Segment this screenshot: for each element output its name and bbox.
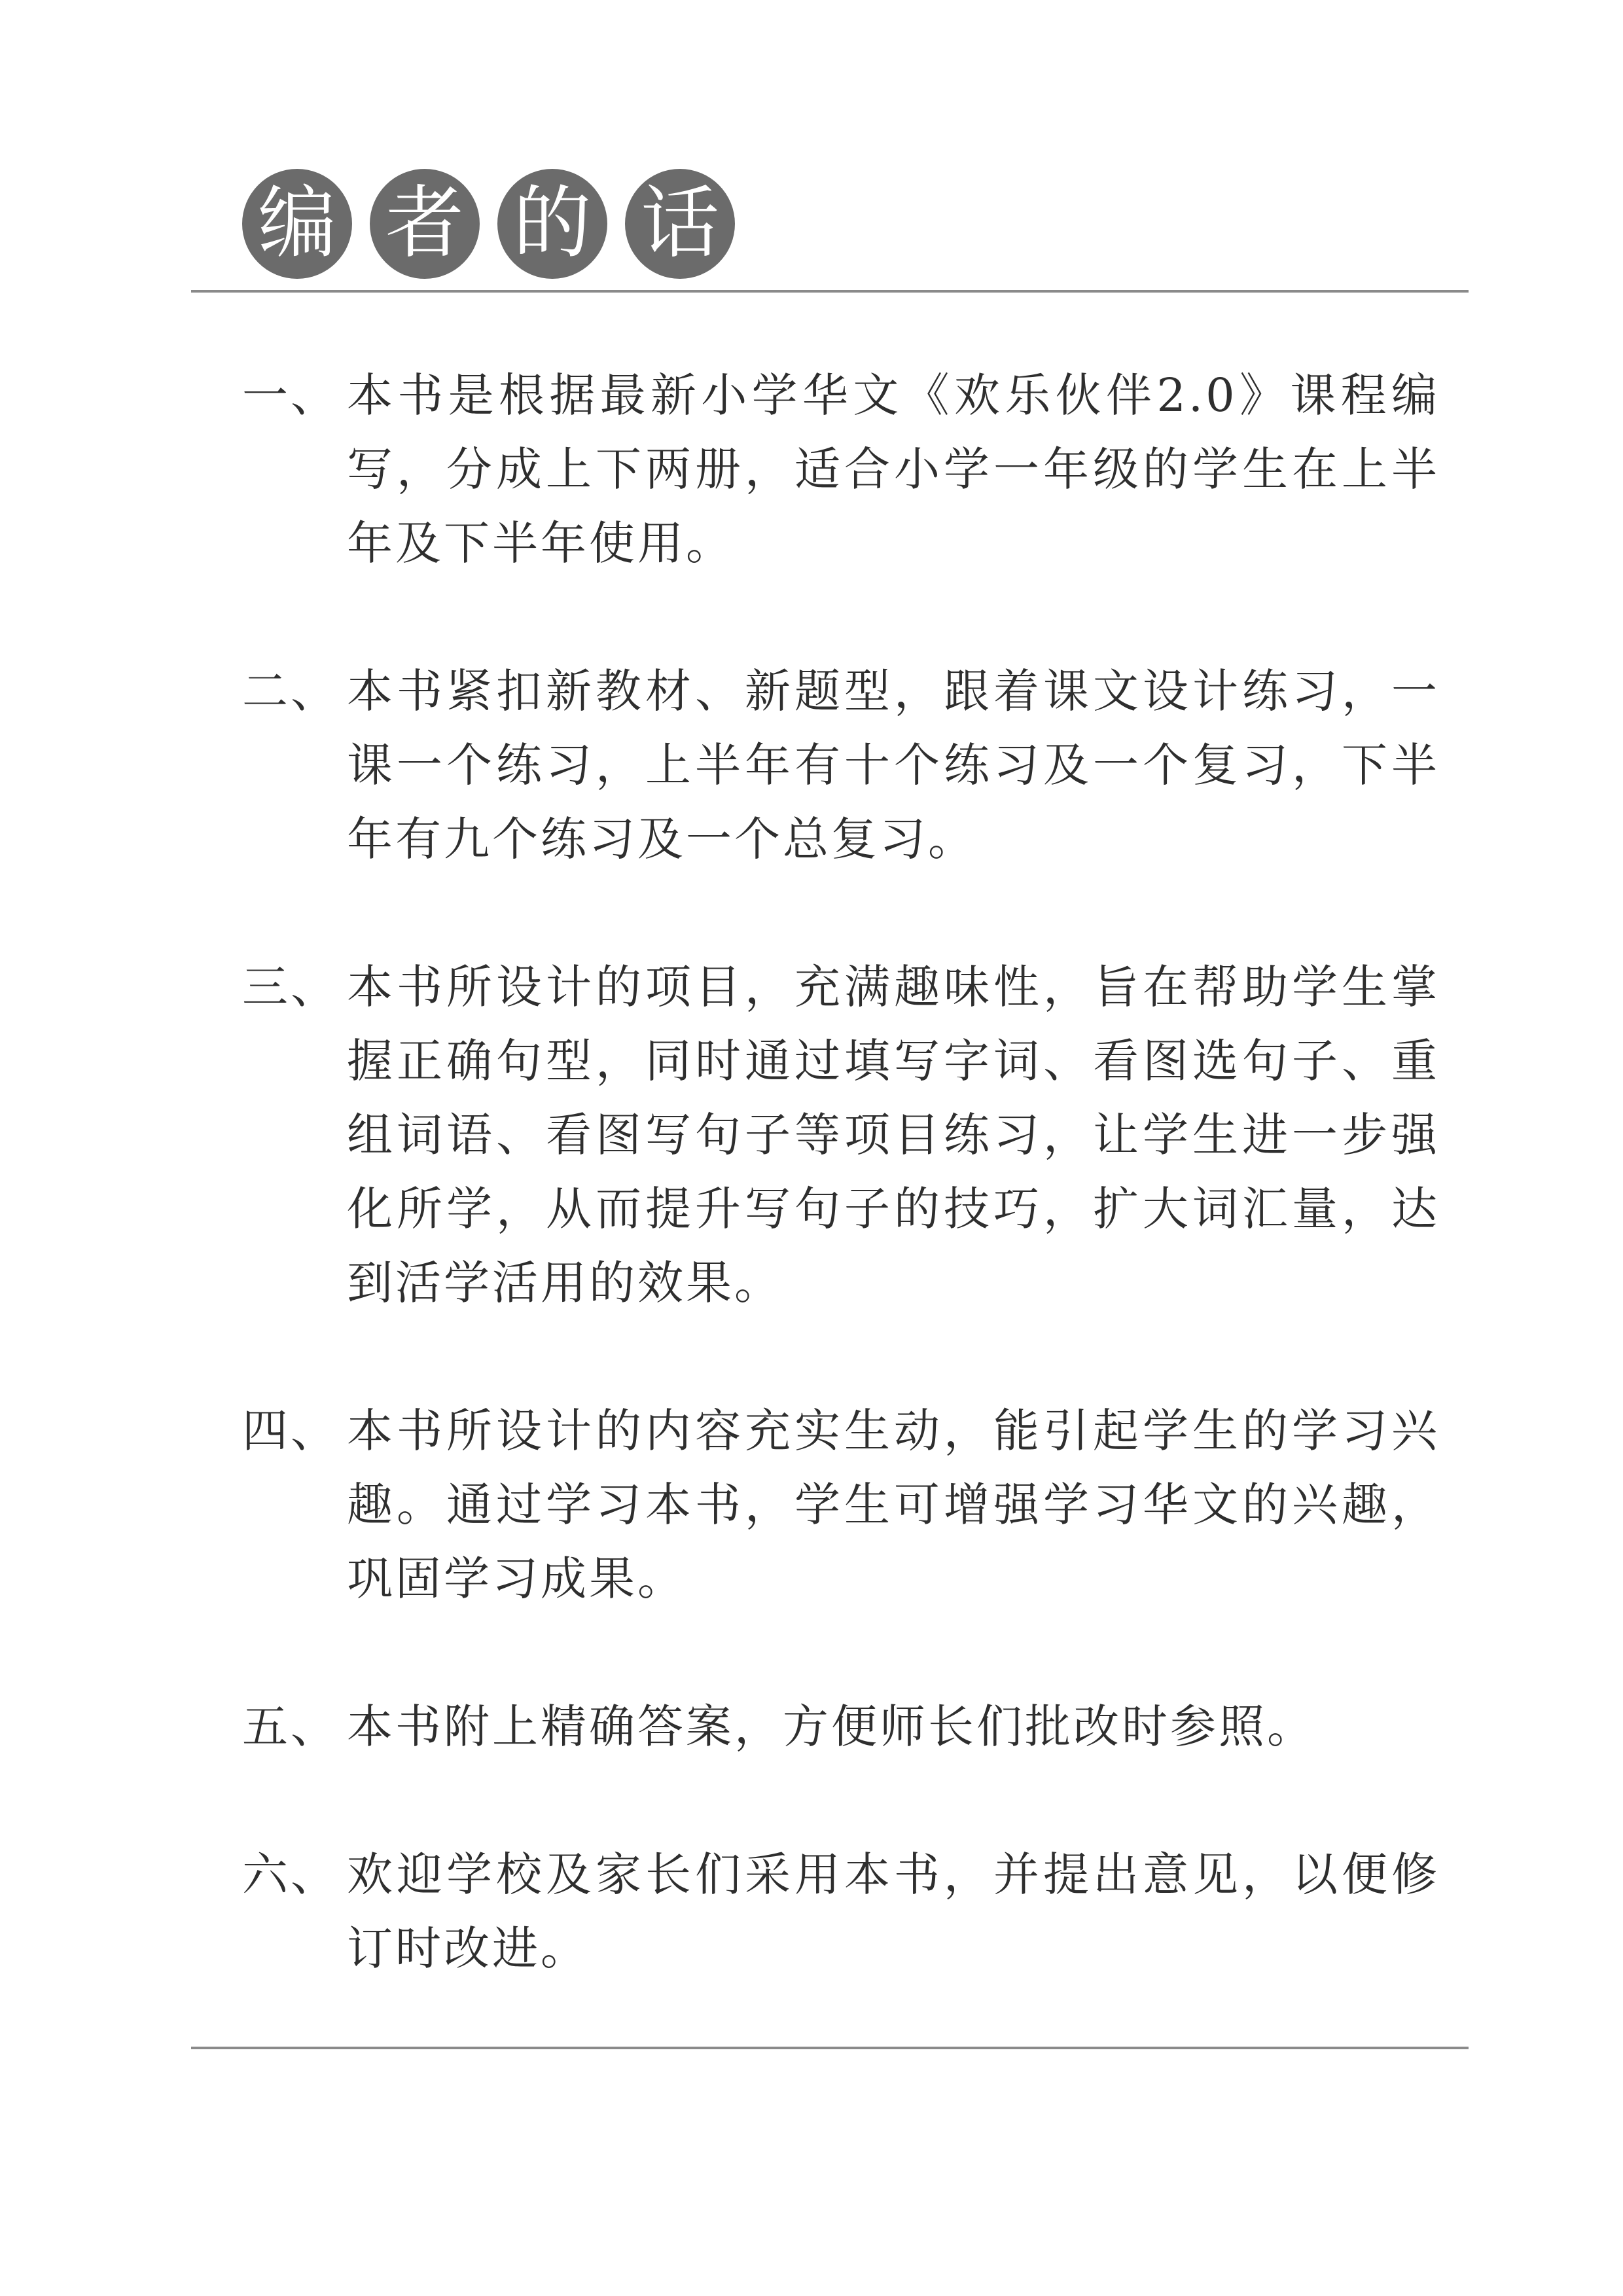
preface-item [242,1394,1440,1616]
item-text: 本书是根据最新小学华文《欢乐伙伴2.0》课程编写，分成上下两册，适合小学一年级的学生在上半年及下半年使用。 [347,368,1440,570]
item-number: 六、 [242,1848,339,1901]
title-char-circle: 的 [497,169,607,279]
item-number: 五、 [242,1700,339,1753]
preface-item [242,950,1440,1320]
item-number: 四、 [242,1404,339,1458]
item-text: 本书附上精确答案，方便师长们批改时参照。 [347,1700,1315,1753]
item-number: 三、 [242,960,339,1014]
preface-list [242,359,1440,1986]
item-number: 一、 [242,368,339,422]
preface-item [242,1690,1440,1764]
preface-item [242,1838,1440,1986]
preface-item [242,655,1440,876]
page-title [242,169,735,279]
item-text: 欢迎学校及家长们采用本书，并提出意见，以便修订时改进。 [347,1848,1440,1975]
item-text: 本书所设计的项目，充满趣味性，旨在帮助学生掌握正确句型，同时通过填写字词、看图选句子、重组词语、看图写句子等项目练习，让学生进一步强化所学，从而提升写句子的技巧，扩大词汇量，达到活学活用的效果。 [347,960,1440,1310]
preface-item [242,359,1440,581]
bottom-divider [191,2047,1469,2049]
title-char-circle: 者 [370,169,480,279]
item-text: 本书紧扣新教材、新题型，跟着课文设计练习，一课一个练习，上半年有十个练习及一个复习，下半年有九个练习及一个总复习。 [347,664,1440,866]
item-number: 二、 [242,664,339,718]
item-text: 本书所设计的内容充实生动，能引起学生的学习兴趣。通过学习本书，学生可增强学习华文的兴趣，巩固学习成果。 [347,1404,1440,1605]
top-divider [191,290,1469,293]
title-char-circle: 编 [242,169,352,279]
title-char-circle: 话 [625,169,735,279]
